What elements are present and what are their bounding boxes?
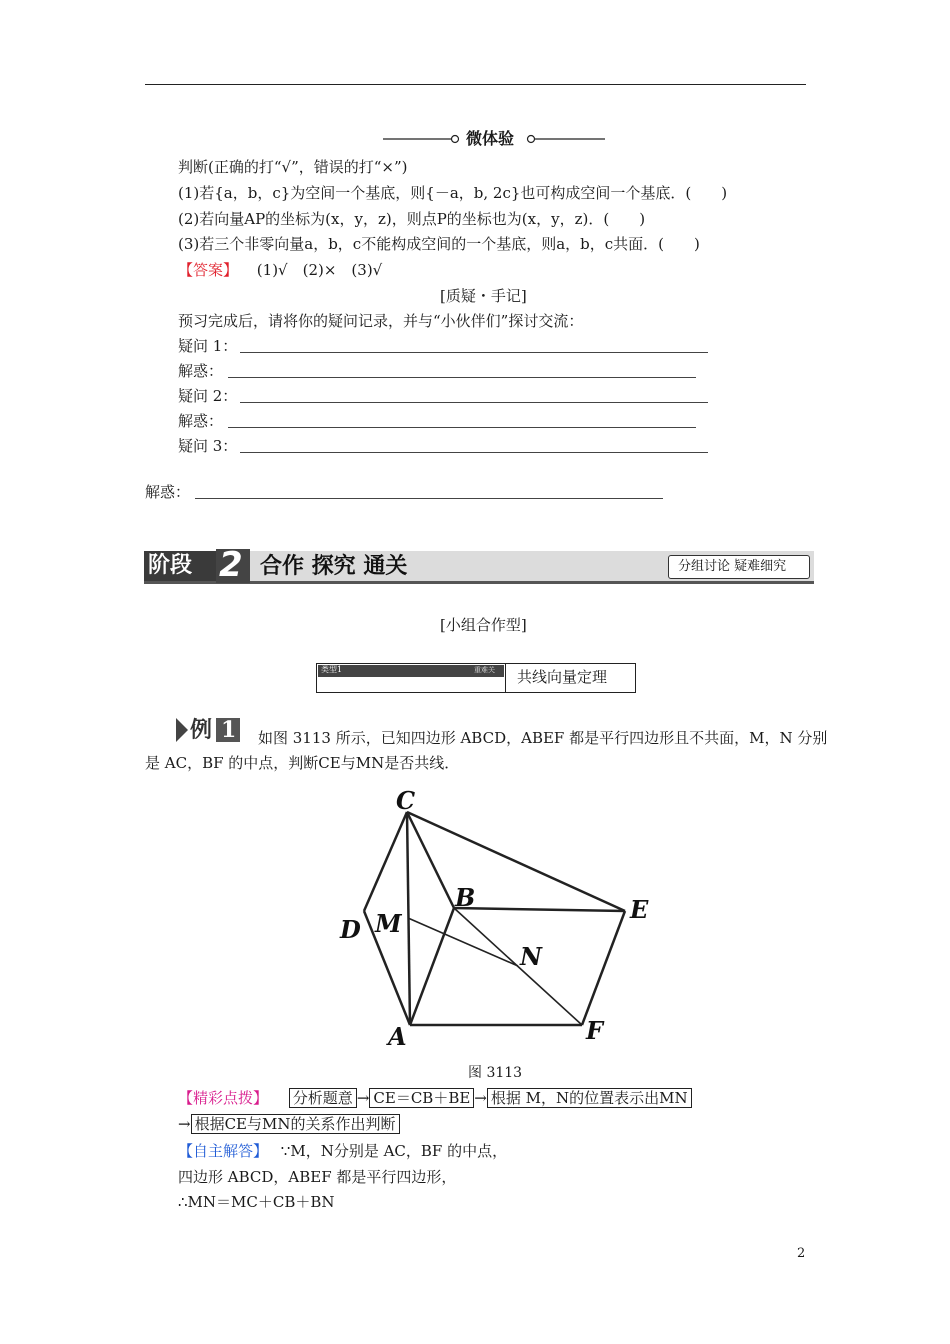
example-label: 例	[190, 717, 213, 743]
type-divider	[505, 664, 506, 692]
example-badge	[176, 716, 242, 744]
stage-title: 合作 探究 通关	[260, 553, 408, 579]
type-label: 类型1	[321, 665, 343, 674]
hint-row-2	[178, 1114, 400, 1134]
note-underline	[240, 352, 708, 353]
point-c-label: C	[396, 786, 416, 815]
micro-title-text: 微体验	[466, 129, 515, 148]
stage-label: 阶段	[148, 553, 193, 578]
edge-bf	[454, 908, 582, 1025]
note-underline	[240, 452, 708, 453]
solution-label: 【自主解答】	[178, 1142, 269, 1160]
header-rule	[145, 84, 806, 85]
hint-step-1: 分析题意	[289, 1088, 357, 1108]
hint-step-2: CE＝CB＋BE	[369, 1088, 474, 1108]
question-2: (2)若向量AP的坐标为(x，y，z)，则点P的坐标也为(x，y，z)．( )	[178, 210, 646, 228]
seal-label: 重难关	[474, 666, 495, 674]
hint-step-3: 根据 M，N的位置表示出MN	[487, 1088, 692, 1108]
point-a-label: A	[388, 1022, 407, 1050]
note-underline	[228, 377, 696, 378]
example-line-1: 如图 3113 所示，已知四边形 ABCD，ABEF 都是平行四边形且不共面，M，N 分别	[258, 729, 828, 747]
edge-mn	[408, 918, 518, 966]
solution-line-1: ∵M，N分别是 AC，BF 的中点，	[280, 1142, 508, 1160]
note-underline	[195, 498, 663, 499]
type-box	[316, 663, 636, 693]
stage-banner	[144, 545, 814, 585]
point-m-label: M	[375, 909, 402, 938]
arrow-icon: →	[474, 1089, 487, 1107]
solution-line-3: ∴MN＝MC＋CB＋BN	[178, 1193, 335, 1211]
question-1: (1)若{a，b，c}为空间一个基底，则{－a，b, 2c}也可构成空间一个基底．( )	[178, 184, 728, 202]
micro-instruction: 判断(正确的打“√”，错误的打“×”)	[178, 158, 408, 176]
geometry-figure	[330, 785, 670, 1050]
solution-line-2: 四边形 ABCD，ABEF 都是平行四边形，	[178, 1168, 457, 1186]
note-line-q3: 疑问 3：	[178, 437, 238, 455]
edge-ef	[582, 911, 625, 1025]
answer-label: 【答案】	[178, 261, 239, 279]
question-3: (3)若三个非零向量a，b，c不能构成空间的一个基底，则a，b，c共面．( )	[178, 235, 700, 253]
solution-row-1	[178, 1141, 507, 1161]
point-n-label: N	[520, 942, 542, 971]
point-f-label: F	[586, 1016, 604, 1045]
example-arrow	[176, 718, 188, 742]
edge-cd	[364, 812, 407, 911]
note-line-a2: 解惑：	[178, 412, 224, 430]
note-line-q2: 疑问 2：	[178, 387, 238, 405]
stage-tag: 分组讨论 疑难细究	[678, 559, 787, 574]
page-number: 2	[797, 1246, 806, 1261]
example-line-2: 是 AC，BF 的中点，判断CE与MN是否共线．	[145, 754, 460, 772]
answer-text: (1)√ (2)× (3)√	[256, 261, 383, 279]
point-d-label: D	[340, 915, 361, 944]
point-e-label: E	[630, 895, 649, 924]
edge-cb	[407, 812, 454, 908]
hint-step-4: 根据CE与MN的关系作出判断	[191, 1114, 400, 1134]
note-line-a1: 解惑：	[178, 362, 224, 380]
example-num: 1	[221, 717, 237, 743]
type-topic: 共线向量定理	[517, 668, 608, 686]
figure-caption: 图 3113	[468, 1065, 523, 1081]
note-underline	[240, 402, 708, 403]
note-line-q1: 疑问 1：	[178, 337, 238, 355]
edge-ab	[410, 908, 454, 1025]
note-underline	[228, 427, 696, 428]
notes-heading: [质疑・手记]	[440, 287, 527, 305]
answer-row	[178, 260, 382, 280]
arrow-icon: →	[178, 1115, 191, 1133]
note-line-a3: 解惑：	[145, 483, 191, 501]
group-heading: [小组合作型]	[440, 616, 527, 634]
hint-label: 【精彩点拨】	[178, 1089, 269, 1107]
notes-intro: 预习完成后，请将你的疑问记录，并与“小伙伴们”探讨交流：	[178, 312, 584, 330]
stage-number: 2	[219, 545, 243, 585]
edge-ce	[407, 812, 625, 911]
arrow-icon: →	[356, 1089, 370, 1107]
point-b-label: B	[455, 883, 476, 912]
edge-be	[454, 908, 625, 911]
hint-row-1	[178, 1088, 692, 1108]
